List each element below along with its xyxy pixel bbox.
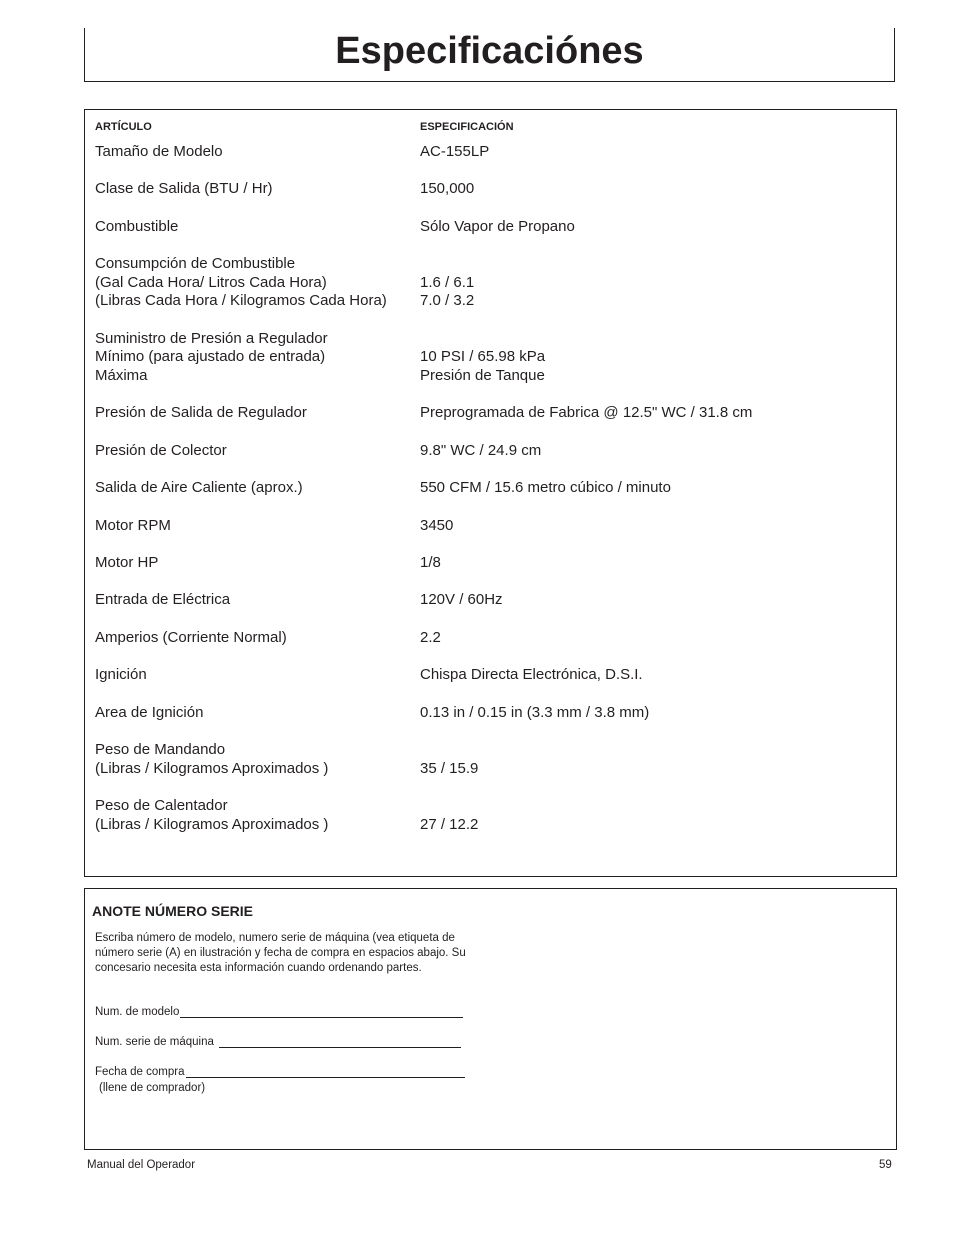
spec-item-text: Combustible <box>95 217 179 235</box>
spec-item-text: Salida de Aire Caliente (aprox.) <box>95 479 303 497</box>
spec-item-text: Peso de Calentador <box>95 797 228 814</box>
spec-value-text: 1/8 <box>420 554 441 571</box>
spec-value-text: Sólo Vapor de Propano <box>420 217 575 235</box>
serial-heading: ANOTE NÚMERO SERIE <box>92 903 254 919</box>
spec-value-text: 150,000 <box>420 180 475 198</box>
spec-value-text: 10 PSI / 65.98 kPa <box>420 348 546 366</box>
footer-manual-title: Manual del Operador <box>87 1159 196 1171</box>
model-number-label: Num. de modelo <box>95 1006 180 1018</box>
spec-value-text: Chispa Directa Electrónica, D.S.I. <box>420 666 643 684</box>
spec-value-text: 7.0 / 3.2 <box>420 292 475 310</box>
spec-item-text: Suministro de Presión a Regulador <box>95 329 328 347</box>
purchase-date-blank[interactable] <box>186 1066 465 1078</box>
spec-item-text: Peso de Mandando <box>95 741 226 758</box>
purchase-date-label: Fecha de compra <box>95 1066 185 1078</box>
column-header-item: ARTÍCULO <box>95 121 152 133</box>
specifications-table <box>84 109 897 877</box>
serial-instructions: Escriba número de modelo, numero serie de máquina (vea etiqueta de número serie (A) en ilustración y fecha de compra en espacios abajo. Su concesario necesita esta información cuando ordenando partes. <box>95 932 466 974</box>
spec-item-text: Mínimo (para ajustado de entrada) <box>95 348 326 366</box>
spec-item-text: Entrada de Eléctrica <box>95 591 231 609</box>
spec-value-text: AC-155LP <box>420 143 490 160</box>
spec-item-text: (Libras / Kilogramos Aproximados ) <box>95 759 329 777</box>
machine-serial-label: Num. serie de máquina <box>95 1036 214 1048</box>
spec-item-text: Amperios (Corriente Normal) <box>95 628 287 646</box>
spec-item-text: (Libras Cada Hora / Kilogramos Cada Hora) <box>95 292 387 310</box>
spec-item-text: (Gal Cada Hora/ Litros Cada Hora) <box>95 273 327 291</box>
spec-value-text: 550 CFM / 15.6 metro cúbico / minuto <box>420 479 671 497</box>
spec-item-text: Motor RPM <box>95 516 171 534</box>
spec-item-text: Ignición <box>95 666 147 684</box>
page-number: 59 <box>879 1159 892 1171</box>
spec-item-text: Tamaño de Modelo <box>95 143 223 160</box>
spec-value-text: 3450 <box>420 516 454 534</box>
spec-item-text: Motor HP <box>95 554 159 571</box>
model-number-blank[interactable] <box>180 1006 463 1018</box>
spec-value-text: 1.6 / 6.1 <box>420 273 475 291</box>
purchase-date-note: (llene de comprador) <box>99 1082 206 1094</box>
spec-item-text: Clase de Salida (BTU / Hr) <box>95 180 273 198</box>
spec-item-text: (Libras / Kilogramos Aproximados ) <box>95 815 329 833</box>
page-title: Especificaciónes <box>335 30 644 72</box>
title-frame <box>84 28 895 82</box>
spec-value-text: 120V / 60Hz <box>420 591 503 609</box>
spec-value-text: 2.2 <box>420 628 441 646</box>
spec-value-text: 9.8" WC / 24.9 cm <box>420 441 542 459</box>
column-header-specification: ESPECIFICACIÓN <box>420 121 514 133</box>
spec-value-text: 27 / 12.2 <box>420 815 479 833</box>
spec-item-text: Consumpción de Combustible <box>95 255 296 273</box>
machine-serial-blank[interactable] <box>219 1036 461 1048</box>
spec-value-text: 35 / 15.9 <box>420 759 479 777</box>
spec-item-text: Presión de Salida de Regulador <box>95 404 307 422</box>
spec-item-text: Máxima <box>95 366 148 384</box>
spec-value-text: 0.13 in / 0.15 in (3.3 mm / 3.8 mm) <box>420 703 650 721</box>
machine-serial-field[interactable] <box>95 1036 461 1048</box>
spec-item-text: Area de Ignición <box>95 703 204 721</box>
spec-value-text: Preprogramada de Fabrica @ 12.5" WC / 31.8 cm <box>420 404 753 422</box>
spec-value-text: Presión de Tanque <box>420 366 545 384</box>
spec-item-text: Presión de Colector <box>95 441 227 459</box>
serial-number-box <box>84 888 897 1150</box>
purchase-date-field[interactable] <box>95 1066 465 1078</box>
model-number-field[interactable] <box>95 1006 463 1018</box>
